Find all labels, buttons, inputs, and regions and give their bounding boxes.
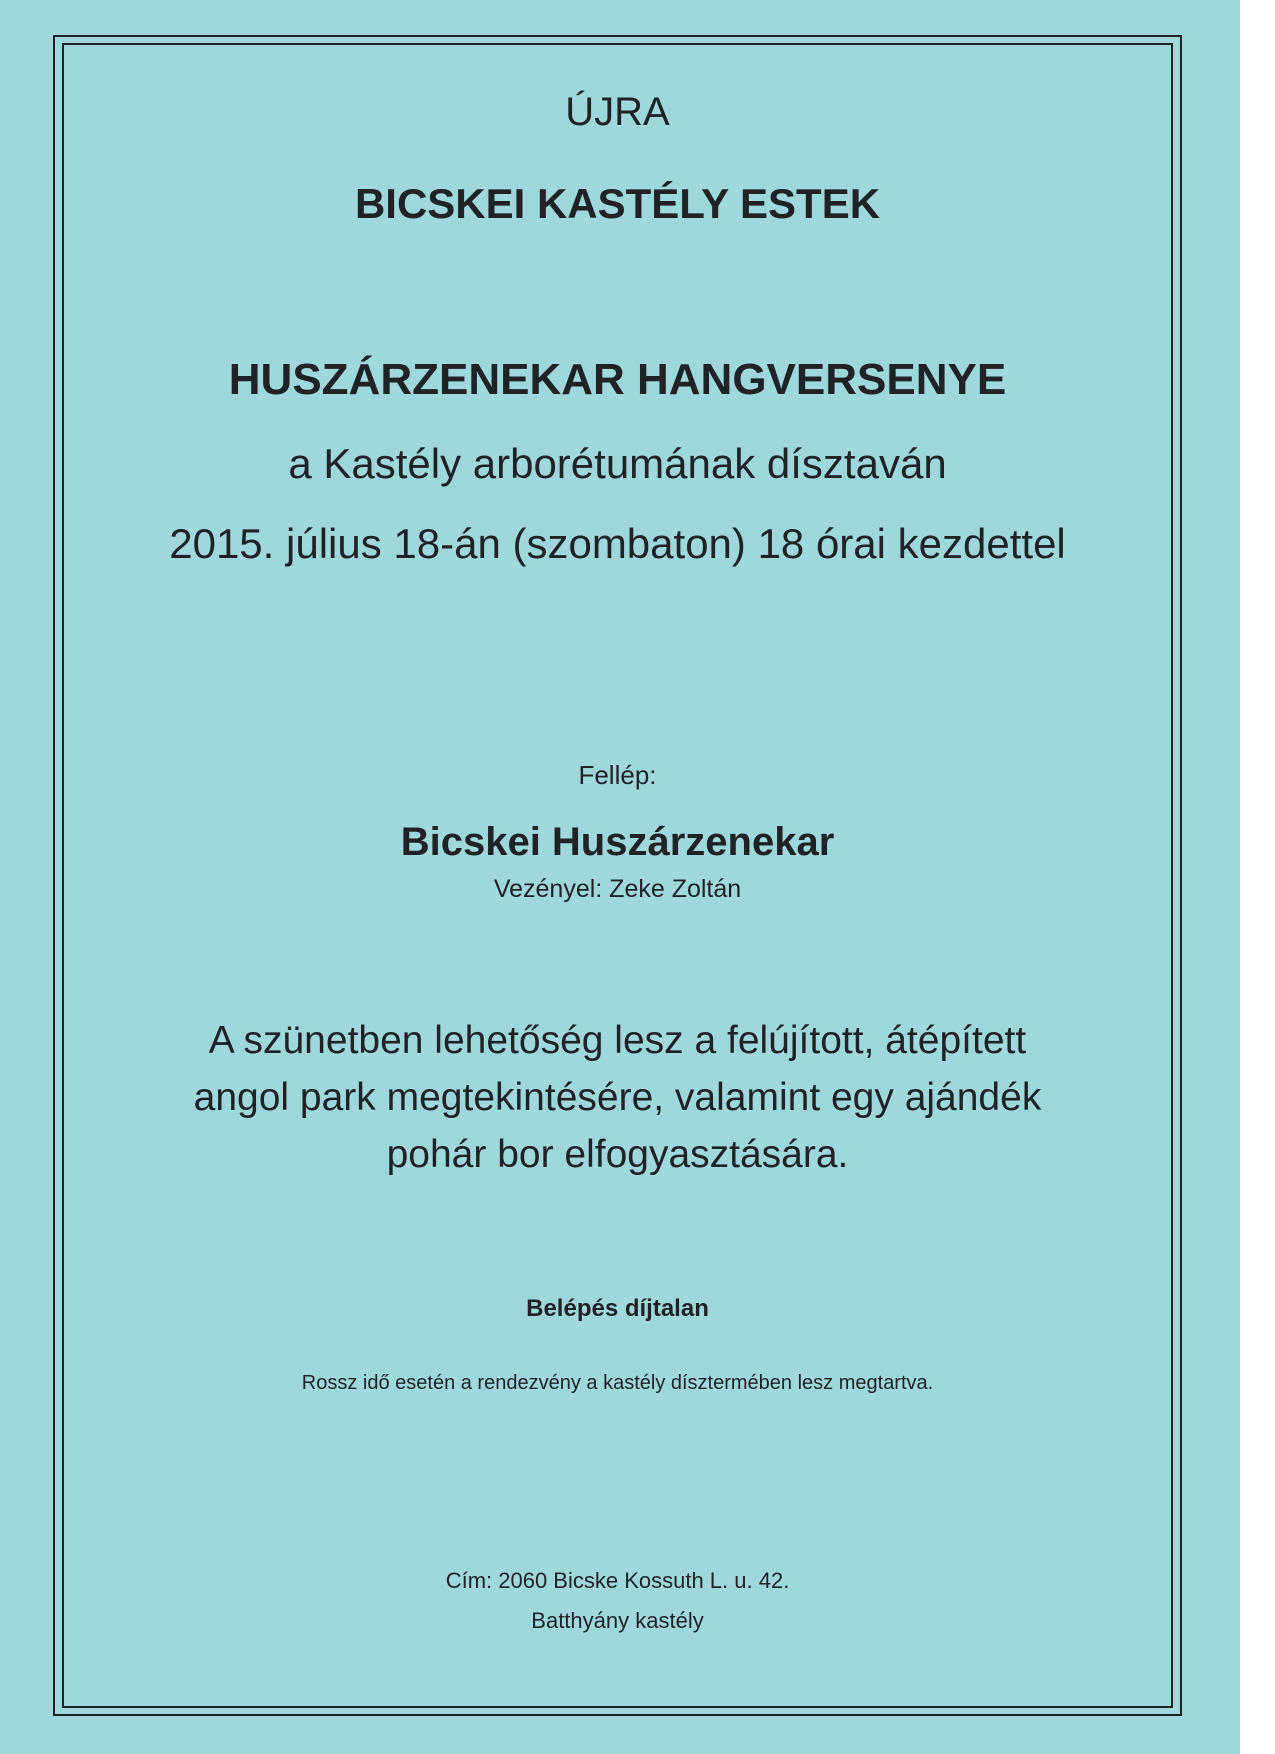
intermission-note	[62, 1012, 1173, 1183]
series-title: BICSKEI KASTÉLY ESTEK	[354, 180, 881, 227]
weather-note: Rossz idő esetén a rendezvény a kastély dísztermében lesz megtartva.	[301, 1372, 934, 1394]
performer-name: Bicskei Huszárzenekar	[400, 820, 835, 864]
performer-label: Fellép:	[578, 760, 657, 790]
note-line: pohár bor elfogyasztására.	[386, 1133, 849, 1176]
venue-text: a Kastély arborétumának dísztaván	[288, 440, 947, 487]
address-text: Cím: 2060 Bicske Kossuth L. u. 42.	[445, 1568, 790, 1593]
place-text: Batthyány kastély	[531, 1608, 704, 1633]
event-datetime: 2015. július 18-án (szombaton) 18 órai kezdettel	[169, 520, 1066, 567]
kicker-text: ÚJRA	[565, 90, 670, 134]
note-line: A szünetben lehetőség lesz a felújított, átépített	[208, 1019, 1027, 1062]
note-line: angol park megtekintésére, valamint egy ajándék	[193, 1076, 1042, 1119]
concert-title: HUSZÁRZENEKAR HANGVERSENYE	[228, 355, 1007, 404]
conductor-text: Vezényel: Zeke Zoltán	[493, 875, 742, 903]
admission-text: Belépés díjtalan	[526, 1295, 709, 1322]
